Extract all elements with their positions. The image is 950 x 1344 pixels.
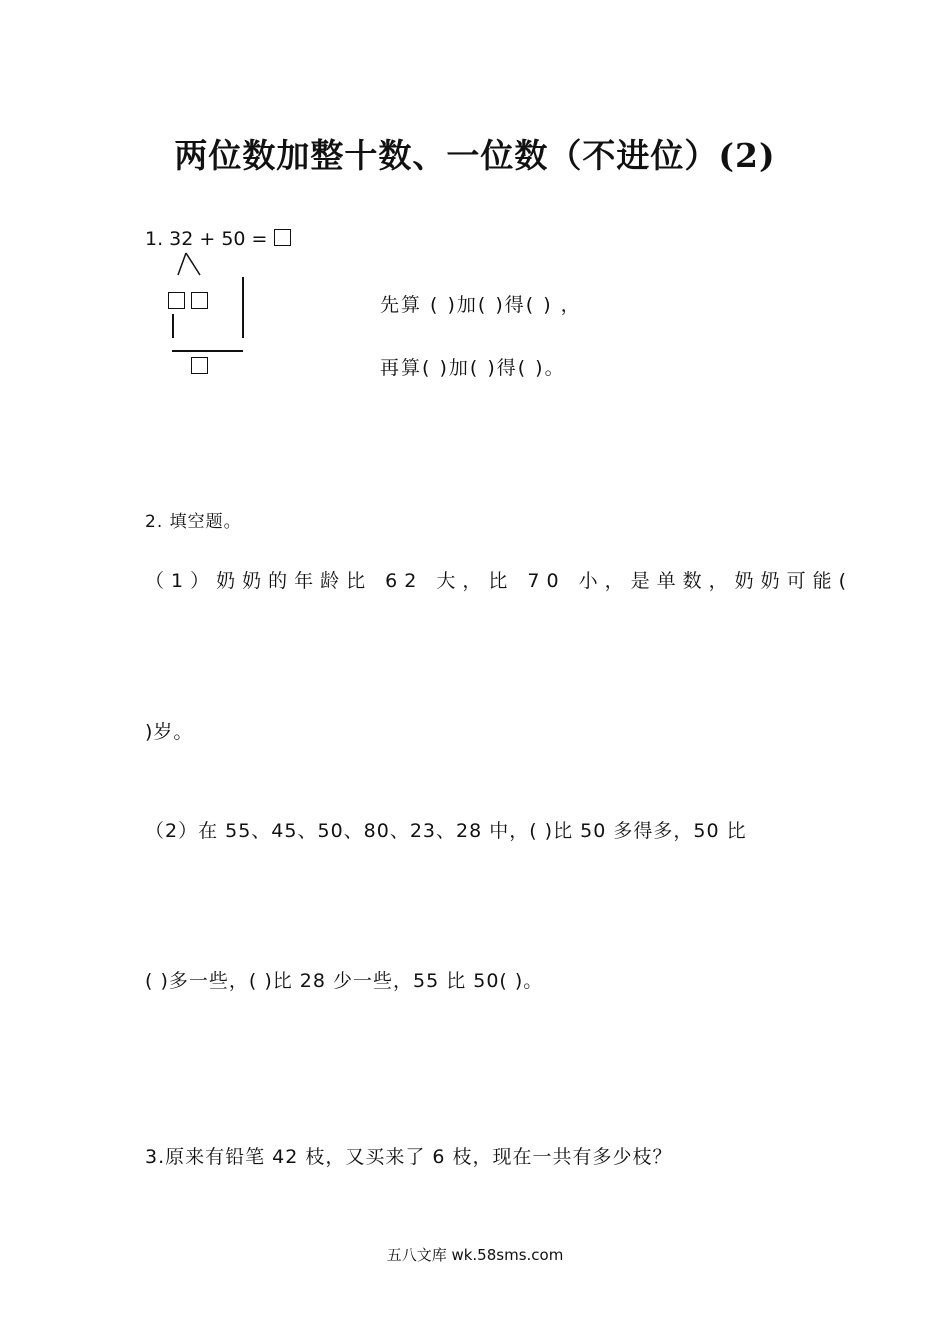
q2-part1-line2: )岁。 [145,721,194,743]
split-box-ones[interactable] [191,292,208,309]
q2-part2-line2: ( )多一些，( )比 28 少一些，55 比 50( )。 [145,970,544,992]
drop-line-left [172,314,174,338]
split-lines [175,252,205,278]
drop-line-right [242,277,244,338]
result-box[interactable] [191,357,208,374]
q1-expression [145,228,291,250]
sum-line [172,350,243,352]
q1-hint-first: 先算 ( )加( )得( ) ， [380,294,582,316]
split-box-tens[interactable] [168,292,185,309]
answer-box[interactable] [274,229,291,246]
footer-watermark: 五八文库 wk.58sms.com [386,1246,564,1264]
q2-heading: 2. 填空题。 [145,512,242,532]
q2-part2-line1: （2）在 55、45、50、80、23、28 中，( )比 50 多得多，50 比 [145,820,747,842]
q3-text: 3.原来有铅笔 42 枝，又买来了 6 枝，现在一共有多少枝？ [145,1146,673,1168]
q2-part1-line1: （1）奶奶的年龄比 62 大，比 70 小，是单数，奶奶可能( [145,570,854,592]
q1-hint-then: 再算( )加( )得( )。 [380,357,566,379]
page-title: 两位数加整十数、一位数（不进位）(2) [174,136,776,175]
q1-expression-text: 1. 32 + 50 = [145,228,274,250]
